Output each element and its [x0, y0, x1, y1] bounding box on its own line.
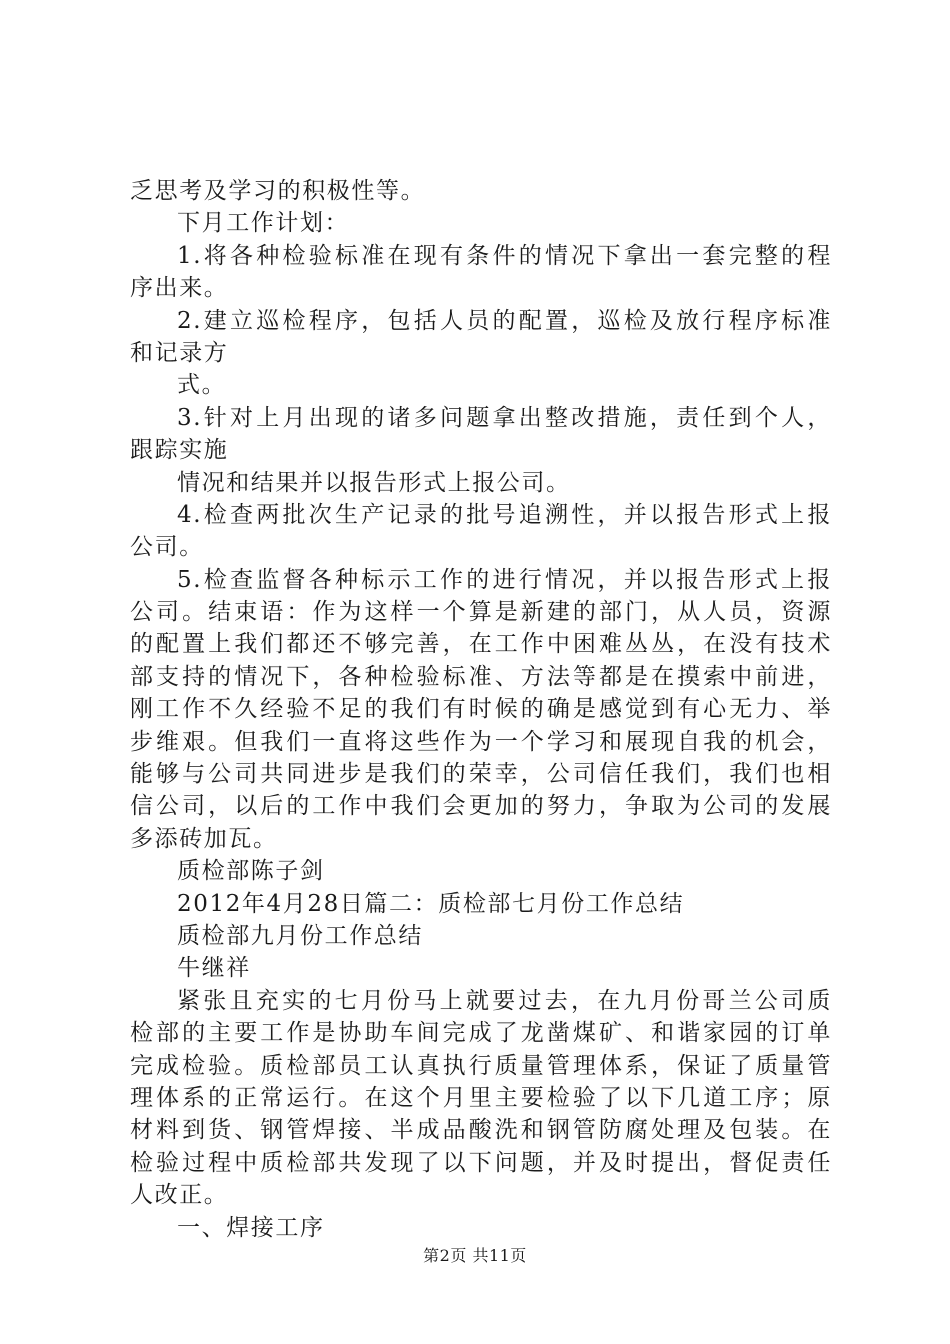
text-line: 2.建立巡检程序，包括人员的配置，巡检及放行程序标准 [177, 307, 832, 334]
text-line: 刚工作不久经验不足的我们有时候的确是感觉到有心无力、举 [130, 696, 832, 723]
text-line: 多添砖加瓦。 [130, 825, 278, 852]
text-line: 完成检验。质检部员工认真执行质量管理体系，保证了质量管 [130, 1052, 832, 1079]
text-line: 乏思考及学习的积极性等。 [130, 178, 426, 204]
text-line: 和记录方 [130, 339, 229, 366]
text-line: 信公司，以后的工作中我们会更加的努力，争取为公司的发展 [130, 793, 832, 820]
text-line: 5.检查监督各种标示工作的进行情况，并以报告形式上报 [177, 566, 832, 593]
text-line: 检验过程中质检部共发现了以下问题，并及时提出，督促责任 [130, 1149, 832, 1176]
page-footer: 第2页 共11页 [423, 1246, 527, 1265]
text-line: 材料到货、钢管焊接、半成品酸洗和钢管防腐处理及包装。在 [130, 1117, 832, 1144]
text-line: 跟踪实施 [130, 437, 229, 464]
text-line: 情况和结果并以报告形式上报公司。 [177, 469, 571, 496]
text-line: 的配置上我们都还不够完善，在工作中困难丛丛，在没有技术 [130, 631, 832, 658]
text-line: 式。 [177, 372, 227, 399]
text-line: 牛继祥 [177, 955, 251, 982]
text-line: 公司。结束语：作为这样一个算是新建的部门，从人员，资源 [130, 599, 832, 626]
text-line: 部支持的情况下，各种检验标准、方法等都是在摸索中前进， [130, 663, 832, 690]
text-line: 检部的主要工作是协助车间完成了龙凿煤矿、和谐家园的订单 [130, 1020, 832, 1047]
text-line: 能够与公司共同进步是我们的荣幸，公司信任我们，我们也相 [130, 761, 832, 788]
text-line: 2012年4月28日篇二：质检部七月份工作总结 [177, 890, 685, 917]
text-line: 理体系的正常运行。在这个月里主要检验了以下几道工序；原 [130, 1084, 832, 1111]
text-line: 一、焊接工序 [177, 1214, 325, 1241]
text-line: 序出来。 [130, 275, 229, 302]
text-line: 人改正。 [130, 1182, 229, 1209]
text-line: 3.针对上月出现的诸多问题拿出整改措施，责任到个人， [177, 404, 832, 431]
text-line: 4.检查两批次生产记录的批号追溯性，并以报告形式上报 [177, 501, 832, 528]
text-line: 下月工作计划： [177, 210, 350, 237]
text-line: 质检部九月份工作总结 [177, 922, 423, 949]
document-body [130, 175, 832, 1244]
text-line: 紧张且充实的七月份马上就要过去，在九月份哥兰公司质 [177, 987, 832, 1014]
text-line: 公司。 [130, 534, 204, 561]
text-line: 步维艰。但我们一直将这些作为一个学习和展现自我的机会， [130, 728, 832, 755]
text-line: 1.将各种检验标准在现有条件的情况下拿出一套完整的程 [177, 242, 832, 269]
text-line: 质检部陈子剑 [177, 858, 325, 885]
